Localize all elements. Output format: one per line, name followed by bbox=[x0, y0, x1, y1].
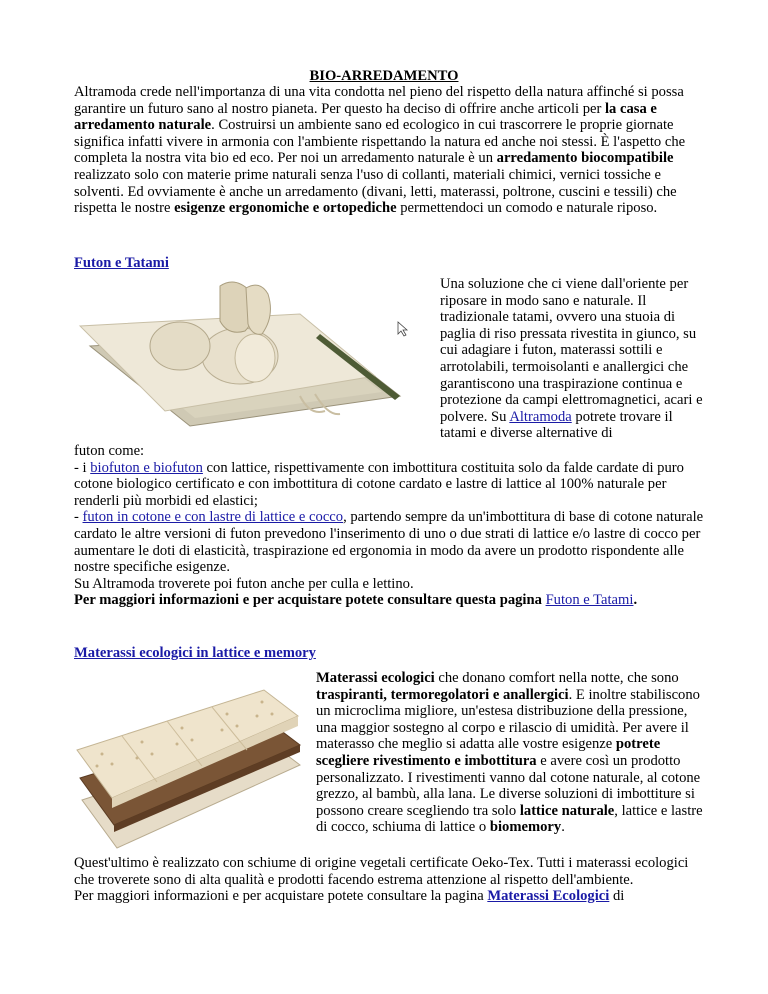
materassi-side-text: Materassi ecologici che donano comfort nella notte, che sono traspiranti, termoregolatori e anallergici. E inoltre stabiliscono un microclima migliore, un'estesa distribuzione della pressione, una maggior sostegno al corpo e rilascio di umidità. Per avere il materasso che meglio si adatta alle vostre esigenze potrete scegliere rivestimento e imbottitura e avere così un prodotto personalizzato. I rivestimenti vanno dal cotone naturale, al cotone grezzo, al bambù, alla lana. Le diverse soluzioni di imbottiture si possono creare scegliendo tra solo lattice naturale, lattice e lastre di cocco, schiuma di lattice o biomemory. bbox=[316, 670, 703, 836]
bold-biocompatibile: arredamento biocompatibile bbox=[496, 150, 674, 167]
bold-ergonomiche: esigenze ergonomiche e ortopediche bbox=[174, 200, 397, 217]
materassi-ecologici-link[interactable]: Materassi Ecologici bbox=[487, 888, 610, 905]
futon-heading-link[interactable]: Futon e Tatami bbox=[74, 255, 169, 271]
futon-cotone-link[interactable]: futon in cotone e con lastre di lattice e cocco bbox=[82, 509, 344, 526]
bold-casa: la casa e arredamento naturale bbox=[74, 100, 657, 134]
biofuton-link[interactable]: biofuton e biofuton bbox=[90, 459, 203, 476]
page-title: BIO-ARREDAMENTO bbox=[309, 68, 459, 84]
mattress-image bbox=[72, 670, 304, 858]
futon-tatami-link[interactable]: Futon e Tatami bbox=[545, 592, 634, 609]
materassi-heading-link[interactable]: Materassi ecologici in lattice e memory bbox=[74, 645, 316, 661]
futon-side-text: Una soluzione che ci viene dall'oriente per riposare in modo sano e naturale. Il tradizionale tatami, ovvero una stuoia di paglia di riso pressata rivestita in giunco, su cui adagiare i futon, materassi sottili e arrotolabili, termoisolanti e anallergici che garantiscono una traspirazione continua e protezione da campi elettromagnetici, acari e polvere. Su Altramoda potrete trovare il tatami e diverse alternative di bbox=[440, 276, 703, 442]
altramoda-link[interactable]: Altramoda bbox=[509, 408, 572, 425]
futon-body: futon come: - i biofuton e biofuton con lattice, rispettivamente con imbottitura costituita solo da falde cardate di puro cotone biologico certificato e con imbottitura di cotone cardato e lastre di lattice al 100% naturale per renderli più morbidi ed elastici; - futon in cotone e con lastre di lattice e cocco, partendo sempre da un'imbottitura di base di cotone naturale cardato le altre versioni di futon prevedono l'inserimento di uno o due strati di lattice e/o lastre di cocco per aumentare le doti di elasticità, traspirazione ed ergonomia in modo da avere un prodotto rispondente alle nostre specifiche esigenze. Su Altramoda troverete poi futon anche per culla e lettino. Per maggiori informazioni e per acquistare potete consultare questa pagina Futon e Tatami. bbox=[74, 443, 704, 609]
futon-tatami-image bbox=[70, 276, 428, 432]
materassi-body: Quest'ultimo è realizzato con schiume di origine vegetali certificate Oeko-Tex. Tutti i materassi ecologici che troverete sono di alta qualità e prodotti facendo estrema attenzione al rispetto dell'ambiente. Per maggiori informazioni e per acquistare potete consultare la pagina Materassi Ecologici di bbox=[74, 855, 689, 905]
intro-paragraph: Altramoda crede nell'importanza di una vita condotta nel pieno del rispetto della natura affinché si possa garantire un futuro sano al nostro pianeta. Per questo ha deciso di offrire anche articoli per la casa e arredamento naturale. Costruirsi un ambiente sano ed ecologico in cui trascorrere le proprie giornate significa infatti vivere in armonia con l'ambiente rispettando la natura ed anche noi stessi. È l'aspetto che completa la nostra vita bio ed eco. Per noi un arredamento naturale è un arredamento biocompatibile realizzato solo con materie prime naturali senza l'uso di collanti, materiali chimici, vernici tossiche e solventi. Ed ovviamente è anche un arredamento (divani, letti, materassi, poltrone, cuscini e tessili) che rispetta le nostre esigenze ergonomiche e ortopediche permettendoci un comodo e naturale riposo. bbox=[74, 84, 686, 217]
